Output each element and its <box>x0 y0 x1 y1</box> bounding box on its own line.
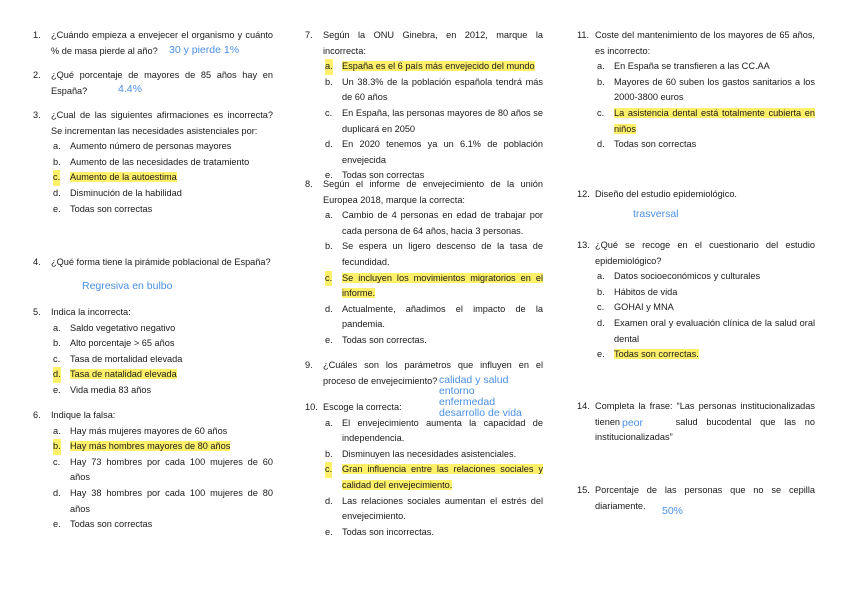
option-d: d. Examen oral y evaluación clínica de la salud oral dental <box>597 317 815 344</box>
highlighted-answer: Gran influencia entre las relaciones sociales y calidad del envejecimiento. <box>342 464 543 490</box>
question-number: 2. <box>33 70 41 80</box>
question-12 <box>577 187 815 203</box>
question-text: ¿Cual de las siguientes afirmaciones es incorrecta? Se incrementan las necesidades asistenciales por: <box>51 110 273 136</box>
option-d: d. Las relaciones sociales aumentan el estrés del envejecimiento. <box>325 495 543 522</box>
option-e: e. Todas son incorrectas. <box>325 526 434 537</box>
question-5 <box>33 305 273 399</box>
question-15 <box>577 483 815 514</box>
option-a: a. Saldo vegetativo negativo <box>53 322 176 333</box>
question-14 <box>577 399 815 446</box>
question-number: 15. <box>577 485 590 495</box>
option-e: e. Vida media 83 años <box>53 384 152 395</box>
question-number: 5. <box>33 307 41 317</box>
question-number: 9. <box>305 360 313 370</box>
handwritten-answer: Regresiva en bulbo <box>82 280 173 292</box>
handwritten-answer: 50% <box>662 505 684 517</box>
question-10 <box>305 400 543 540</box>
question-text: ¿Qué porcentaje de mayores de 85 años hay en España? <box>51 70 273 96</box>
option-b: b. Se espera un ligero descenso de la tasa de fecundidad. <box>325 241 543 267</box>
highlighted-answer: Hay más hombres mayores de 80 años <box>70 441 231 452</box>
question-11 <box>577 28 815 153</box>
option-c: c. Se incluyen los movimientos migratorios en el informe. <box>325 272 543 299</box>
question-2 <box>33 68 273 99</box>
handwritten-answer: peor <box>622 417 644 429</box>
highlighted-answer: Aumento de la autoestima <box>70 172 177 183</box>
handwritten-answer: calidad y salud entorno enfermedad desarrollo de vida <box>439 374 522 419</box>
handwritten-answer: 4.4% <box>118 83 142 95</box>
question-text: Indica la incorrecta: <box>51 307 131 317</box>
option-a: a. Aumento número de personas mayores <box>53 141 232 152</box>
question-text: ¿Cuándo empieza a envejecer el organismo y cuánto % de masa pierde al año? <box>51 30 273 56</box>
option-c: c. GOHAI y MNA <box>597 302 674 313</box>
option-c: c. Gran influencia entre las relaciones sociales y calidad del envejecimiento. <box>325 464 543 490</box>
option-e: e. Todas son correctas. <box>597 349 699 360</box>
option-b: b. Aumento de las necesidades de tratamiento <box>53 156 250 167</box>
handwritten-answer: 30 y pierde 1% <box>169 44 240 56</box>
highlighted-answer: La asistencia dental está totalmente cubierta en niños <box>614 107 815 134</box>
option-c: c. Hay 73 hombres por cada 100 mujeres de 60 años <box>53 456 273 483</box>
question-3 <box>33 108 273 217</box>
question-text: Indique la falsa: <box>51 410 116 420</box>
question-number: 14. <box>577 401 590 411</box>
highlighted-answer: Tasa de natalidad elevada <box>70 369 177 380</box>
question-number: 3. <box>33 110 41 120</box>
option-b: b. Un 38.3% de la población española tendrá más de 60 años <box>325 76 543 103</box>
question-7 <box>305 28 543 184</box>
option-e: e. Todas son correctas <box>325 170 425 181</box>
option-d: d. Hay 38 hombres por cada 100 mujeres de 80 años <box>53 487 273 514</box>
option-d: d. Disminución de la habilidad <box>53 187 182 198</box>
option-c: c. Tasa de mortalidad elevada <box>53 353 183 364</box>
question-number: 1. <box>33 30 41 40</box>
option-a: a. Cambio de 4 personas en edad de trabajar por cada persona de 64 años, hacia 3 personas. <box>325 210 543 236</box>
highlighted-answer: Todas son correctas. <box>614 349 699 360</box>
question-number: 6. <box>33 410 41 420</box>
option-e: e. Todas son correctas <box>53 203 153 214</box>
option-b: b. Disminuyen las necesidades asistenciales. <box>325 448 517 459</box>
option-a: a. Hay más mujeres mayores de 60 años <box>53 425 228 436</box>
question-8 <box>305 177 543 349</box>
question-text: Porcentaje de las personas que no se cepilla diariamente. <box>595 485 815 511</box>
question-text: Escoge la correcta: <box>323 402 402 412</box>
question-text: ¿Cuáles son los parámetros que influyen en el proceso de envejecimiento? <box>323 360 543 386</box>
option-a: a. España es el 6 país más envejecido del mundo <box>305 59 543 75</box>
question-13 <box>577 238 815 363</box>
question-text: ¿Qué se recoge en el cuestionario del estudio epidemiológico? <box>595 240 815 266</box>
option-d: d. Actualmente, añadimos el impacto de la pandemia. <box>325 303 543 330</box>
question-number: 13. <box>577 240 590 250</box>
option-b: b. Mayores de 60 suben los gastos sanitarios a los 2000-3800 euros <box>597 76 815 103</box>
question-text: ¿Qué forma tiene la pirámide poblacional de España? <box>51 257 271 267</box>
option-a: a. El envejecimiento aumenta la capacidad de independencia. <box>325 417 543 444</box>
handwritten-answer: trasversal <box>633 208 679 220</box>
question-text: Completa la frase: “Las personas institucionalizadas tienen salud bucodental que las no institucionalizadas” <box>595 401 815 443</box>
question-number: 8. <box>305 179 313 189</box>
question-number: 7. <box>305 30 313 40</box>
highlighted-answer: Se incluyen los movimientos migratorios en el informe. <box>342 272 543 299</box>
question-4 <box>33 255 293 271</box>
question-number: 11. <box>577 30 590 40</box>
option-c: c. Aumento de la autoestima <box>33 170 273 186</box>
option-a: a. Datos socioeconómicos y culturales <box>597 271 761 282</box>
question-text: Según el informe de envejecimiento de la unión Europea 2018, marque la correcta: <box>323 179 543 205</box>
question-number: 10. <box>305 402 318 412</box>
option-b: b. Hay más hombres mayores de 80 años <box>33 439 273 455</box>
option-e: e. Todas son correctas. <box>325 334 427 345</box>
question-6 <box>33 408 273 533</box>
option-b: b. Alto porcentaje > 65 años <box>53 338 175 349</box>
option-e: e. Todas son correctas <box>53 519 153 530</box>
option-d: d. Todas son correctas <box>597 139 697 150</box>
question-text: Según la ONU Ginebra, en 2012, marque la incorrecta: <box>323 30 543 56</box>
option-d: d. Tasa de natalidad elevada <box>33 367 273 383</box>
option-c: c. La asistencia dental está totalmente cubierta en niños <box>597 107 815 134</box>
question-number: 12. <box>577 189 590 199</box>
question-number: 4. <box>33 257 41 267</box>
option-b: b. Hábitos de vida <box>597 286 678 297</box>
option-a: a. En España se transfieren a las CC.AA <box>597 61 770 72</box>
option-c: c. En España, las personas mayores de 80 años se duplicará en 2050 <box>325 107 543 134</box>
highlighted-answer: España es el 6 país más envejecido del mundo <box>342 61 535 72</box>
question-text: Coste del mantenimiento de los mayores de 65 años, es incorrecto: <box>595 30 815 56</box>
question-text: Diseño del estudio epidemiológico. <box>595 189 737 199</box>
option-d: d. En 2020 tenemos ya un 6.1% de población envejecida <box>325 139 543 165</box>
